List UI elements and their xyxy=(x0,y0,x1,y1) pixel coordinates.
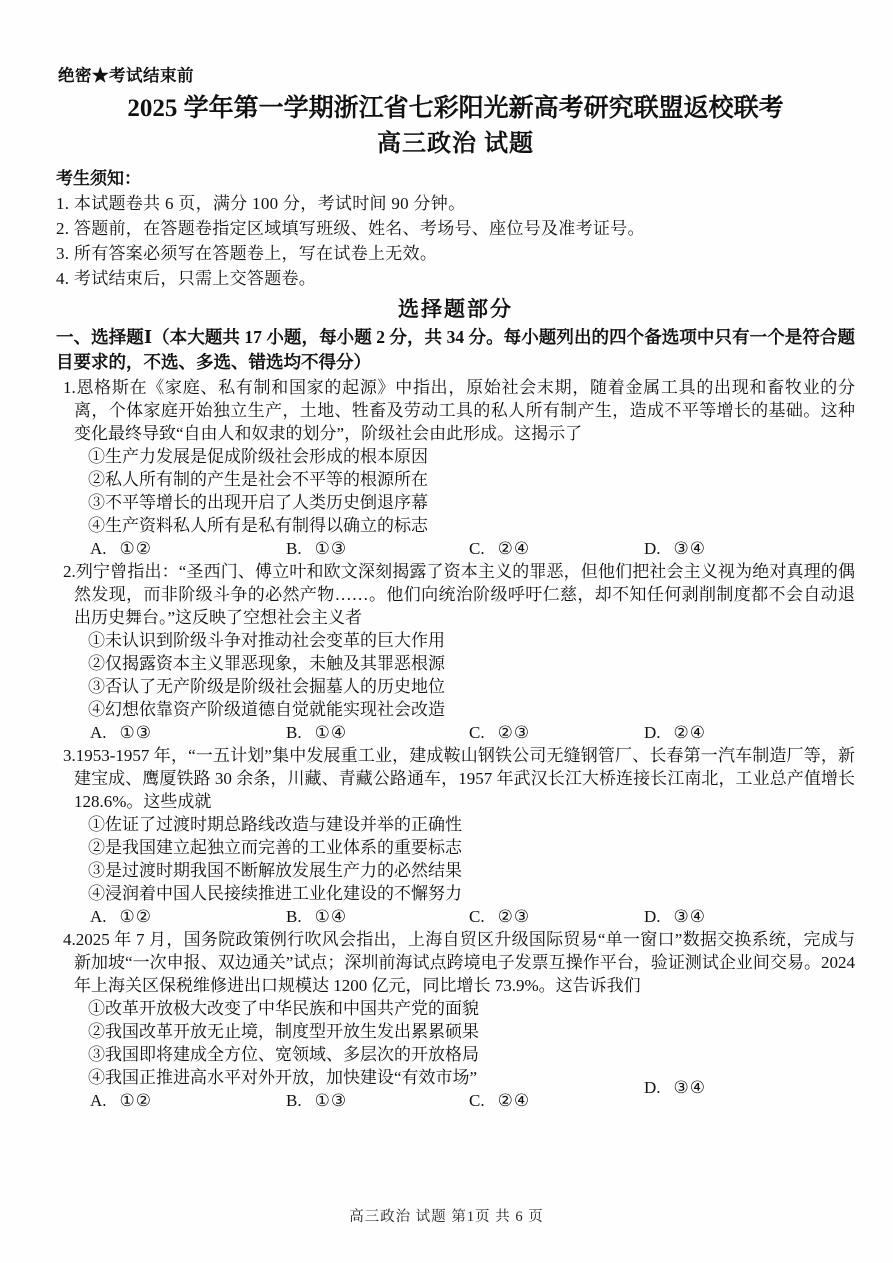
question-3 xyxy=(56,744,855,928)
question-2 xyxy=(56,560,855,744)
question-4-options xyxy=(63,1078,855,1112)
section-intro: 一、选择题Ⅰ（本大题共 17 小题，每小题 2 分，共 34 分。每小题列出的四个备选项中只有一个是符合题目要求的，不选、多选、错选均不得分） xyxy=(56,327,855,372)
question-4-option-c: C. ②④ xyxy=(469,1091,531,1110)
question-2-number: 2. xyxy=(63,562,76,581)
question-1-option-d: D. ③④ xyxy=(644,539,707,558)
page-footer: 高三政治 试题 第1页 共 6 页 xyxy=(349,1209,544,1225)
question-3-option-c: C. ②③ xyxy=(469,907,531,926)
question-2-item-1: ①未认识到阶级斗争对推动社会变革的巨大作用 xyxy=(88,631,445,650)
question-1-option-a: A. ①② xyxy=(90,539,153,558)
question-4-item-1: ①改革开放极大改变了中华民族和中国共产党的面貌 xyxy=(88,999,479,1018)
question-3-item-3: ③是过渡时期我国不断解放发展生产力的必然结果 xyxy=(88,861,462,880)
question-4-item-3: ③我国即将建成全方位、宽领域、多层次的开放格局 xyxy=(88,1045,479,1064)
question-3-option-b: B. ①④ xyxy=(286,907,348,926)
question-4 xyxy=(56,928,855,1112)
question-1 xyxy=(56,376,855,560)
question-4-number: 4. xyxy=(63,930,76,949)
examinee-notice xyxy=(56,167,855,291)
question-2-option-a: A. ①③ xyxy=(90,723,153,742)
question-2-option-b: B. ①④ xyxy=(286,723,348,742)
question-4-item-2: ②我国改革开放无止境，制度型开放生发出累累硕果 xyxy=(88,1022,479,1041)
question-3-option-d: D. ③④ xyxy=(644,907,707,926)
question-3-text: 1953-1957 年，“一五计划”集中发展重工业，建成鞍山钢铁公司无缝钢管厂、长春第一汽车制造厂等，新建宝成、鹰厦铁路 30 余条，川藏、青藏公路通车，1957 年武汉长江大桥连接长江南北，工业总产值增长 128.6%。这些成就 xyxy=(74,746,855,811)
notice-item-3: 3. 所有答案必须写在答题卷上，写在试卷上无效。 xyxy=(56,244,438,263)
question-2-option-c: C. ②③ xyxy=(469,723,531,742)
question-2-item-2: ②仅揭露资本主义罪恶现象，未触及其罪恶根源 xyxy=(88,654,445,673)
question-1-item-1: ①生产力发展是促成阶级社会形成的根本原因 xyxy=(88,447,428,466)
question-4-text: 2025 年 7 月，国务院政策例行吹风会指出，上海自贸区升级国际贸易“单一窗口”数据交换系统，完成与新加坡“一次申报、双边通关”试点；深圳前海试点跨境电子发票互操作平台，验证测试企业间交易。2024 年上海关区保税维修进出口规模达 1200 亿元，同比增长 73.9%。这告诉我们 xyxy=(74,930,855,995)
notice-item-1: 1. 本试题卷共 6 页，满分 100 分，考试时间 90 分钟。 xyxy=(56,194,466,213)
question-3-item-4: ④浸润着中国人民接续推进工业化建设的不懈努力 xyxy=(88,884,462,903)
question-1-number: 1. xyxy=(63,378,76,397)
question-1-stem xyxy=(63,376,855,445)
question-1-options xyxy=(63,537,855,560)
question-4-option-b: B. ①③ xyxy=(286,1091,348,1110)
question-4-option-d: D. ③④ xyxy=(644,1078,707,1097)
question-2-stem xyxy=(63,560,855,629)
question-1-item-3: ③不平等增长的出现开启了人类历史倒退序幕 xyxy=(88,493,428,512)
section-part-title: 选择题部分 xyxy=(398,297,513,321)
question-3-option-a: A. ①② xyxy=(90,907,153,926)
notice-item-4: 4. 考试结束后，只需上交答题卷。 xyxy=(56,269,317,288)
question-3-options xyxy=(63,905,855,928)
notice-heading: 考生须知： xyxy=(56,169,141,188)
question-3-stem xyxy=(63,744,855,813)
question-3-item-1: ①佐证了过渡时期总路线改造与建设并举的正确性 xyxy=(88,815,462,834)
question-1-item-2: ②私人所有制的产生是社会不平等的根源所在 xyxy=(88,470,428,489)
secrecy-label: 绝密★考试结束前 xyxy=(58,66,194,85)
question-2-options xyxy=(63,721,855,744)
question-4-stem xyxy=(63,928,855,997)
question-1-item-4: ④生产资料私人所有是私有制得以确立的标志 xyxy=(88,516,428,535)
exam-title-line1: 2025 学年第一学期浙江省七彩阳光新高考研究联盟返校联考 xyxy=(127,95,784,122)
question-1-option-c: C. ②④ xyxy=(469,539,531,558)
question-3-item-2: ②是我国建立起独立而完善的工业体系的重要标志 xyxy=(88,838,462,857)
question-2-option-d: D. ②④ xyxy=(644,723,707,742)
question-1-text: 恩格斯在《家庭、私有制和国家的起源》中指出，原始社会末期，随着金属工具的出现和畜牧业的分离，个体家庭开始独立生产，土地、牲畜及劳动工具的私人所有制产生，造成不平等增长的基础。这种变化最终导致“自由人和奴隶的划分”，阶级社会由此形成。这揭示了 xyxy=(74,378,855,443)
notice-item-2: 2. 答题前，在答题卷指定区域填写班级、姓名、考场号、座位号及准考证号。 xyxy=(56,219,645,238)
question-1-option-b: B. ①③ xyxy=(286,539,348,558)
question-3-number: 3. xyxy=(63,746,76,765)
exam-title-line2: 高三政治 试题 xyxy=(377,131,534,157)
question-2-item-3: ③否认了无产阶级是阶级社会掘墓人的历史地位 xyxy=(88,677,445,696)
question-2-item-4: ④幻想依靠资产阶级道德自觉就能实现社会改造 xyxy=(88,700,445,719)
question-4-item-4: ④我国正推进高水平对外开放，加快建设“有效市场” xyxy=(88,1068,478,1087)
question-2-text: 列宁曾指出：“圣西门、傅立叶和欧文深刻揭露了资本主义的罪恶，但他们把社会主义视为绝对真理的偶然发现，而非阶级斗争的必然产物……。他们向统治阶级呼吁仁慈，却不知任何剥削制度都不会自动退出历史舞台。”这反映了空想社会主义者 xyxy=(74,562,855,627)
question-4-option-a: A. ①② xyxy=(90,1091,153,1110)
